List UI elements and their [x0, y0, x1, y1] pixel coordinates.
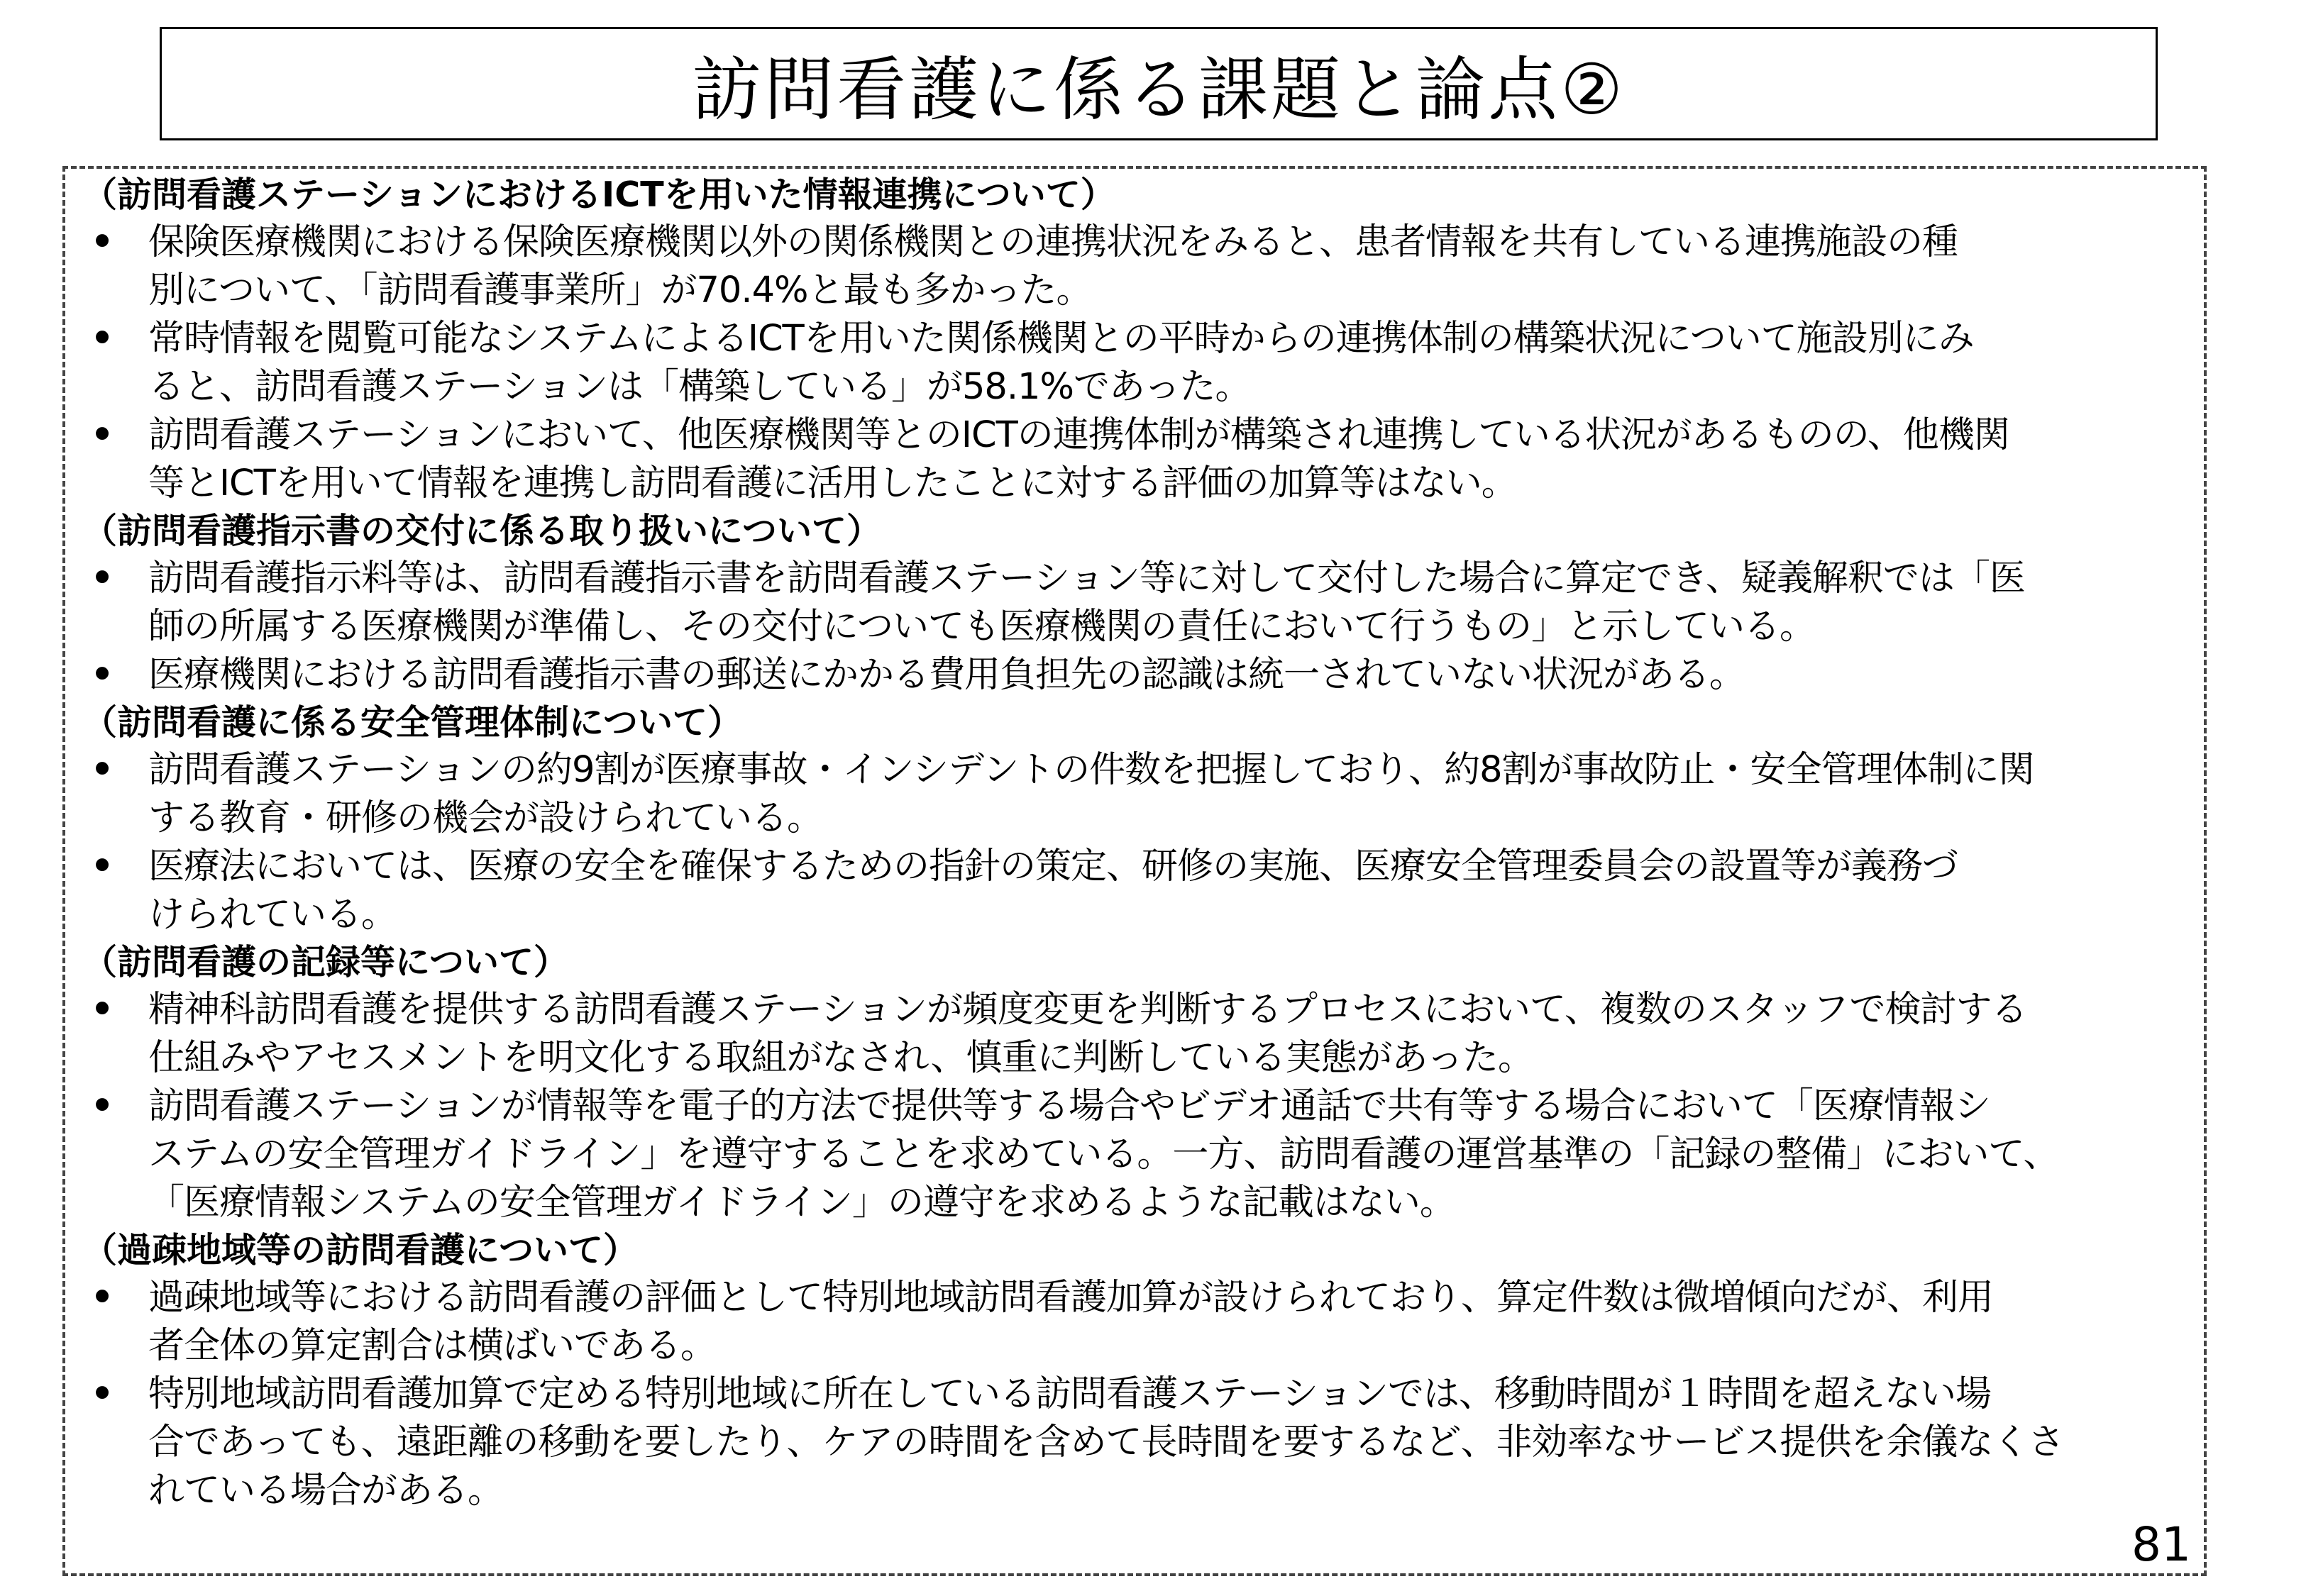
- bullet-text-line: 保険医療機関における保険医療機関以外の関係機関との連携状況をみると、患者情報を共有している連携施設の種: [148, 221, 1958, 263]
- bullet-text-line: れている場合がある。: [148, 1470, 504, 1512]
- bullet-dot-icon: •: [90, 846, 114, 887]
- title-box: [160, 27, 2158, 140]
- bullet-text-line: ステムの安全管理ガイドライン」を遵守することを求めている。一方、訪問看護の運営基準の「記録の整備」において、: [148, 1134, 2059, 1175]
- bullet-item: [88, 986, 2181, 1082]
- bullet-text-line: 等とICTを用いて情報を連携し訪問看護に活用したことに対する評価の加算等はない。: [148, 462, 1517, 504]
- bullet-dot-icon: •: [90, 221, 114, 263]
- section-heading: （訪問看護ステーションにおけるICTを用いた情報連携について）: [82, 174, 1115, 215]
- bullet-dot-icon: •: [90, 989, 114, 1031]
- bullet-text-line: 特別地域訪問看護加算で定める特別地域に所在している訪問看護ステーションでは、移動時間が１時間を超えない場: [148, 1373, 1991, 1415]
- section-heading: （訪問看護の記録等について）: [82, 942, 569, 982]
- bullet-text-line: 訪問看護ステーションが情報等を電子的方法で提供等する場合やビデオ通話で共有等する場合において「医療情報シ: [148, 1085, 1990, 1127]
- bullet-text-line: けられている。: [148, 894, 397, 936]
- bullet-text-line: 師の所属する医療機関が準備し、その交付についても医療機関の責任において行うもの」と示している。: [148, 606, 1815, 648]
- bullet-dot-icon: •: [90, 318, 114, 360]
- content-body: [82, 172, 2181, 1515]
- bullet-dot-icon: •: [90, 749, 114, 791]
- section: [82, 699, 2181, 939]
- bullet-text-line: 合であっても、遠距離の移動を要したり、ケアの時間を含めて長時間を要するなど、非効率なサービス提供を余儀なくさ: [148, 1422, 2064, 1463]
- section-heading: （訪問看護に係る安全管理体制について）: [82, 702, 743, 743]
- bullet-dot-icon: •: [90, 1085, 114, 1127]
- bullet-item: [88, 315, 2181, 411]
- bullet-text-line: 医療法においては、医療の安全を確保するための指針の策定、研修の実施、医療安全管理委員会の設置等が義務づ: [148, 846, 1958, 887]
- bullet-item: [88, 1370, 2181, 1515]
- bullet-text-line: 精神科訪問看護を提供する訪問看護ステーションが頻度変更を判断するプロセスにおいて、複数のスタッフで検討する: [148, 989, 2027, 1031]
- bullet-item: [88, 651, 2181, 699]
- bullet-text-line: 医療機関における訪問看護指示書の郵送にかかる費用負担先の認識は統一されていない状況がある。: [148, 654, 1745, 696]
- bullet-dot-icon: •: [90, 558, 114, 599]
- page-title: 訪問看護に係る課題と論点②: [692, 49, 1626, 131]
- section: [82, 1227, 2181, 1515]
- bullet-text-line: 仕組みやアセスメントを明文化する取組がなされ、慎重に判断している実態があった。: [148, 1037, 1534, 1079]
- bullet-item: [88, 843, 2181, 939]
- bullet-text-line: ると、訪問看護ステーションは「構築している」が58.1%であった。: [148, 366, 1251, 408]
- section: [82, 508, 2181, 699]
- bullet-dot-icon: •: [90, 1373, 114, 1415]
- bullet-text-line: 者全体の算定割合は横ばいである。: [148, 1325, 717, 1367]
- bullet-item: [88, 411, 2181, 508]
- bullet-item: [88, 555, 2181, 651]
- bullet-text-line: 「医療情報システムの安全管理ガイドライン」の遵守を求めるような記載はない。: [148, 1182, 1455, 1224]
- bullet-text-line: 過疎地域等における訪問看護の評価として特別地域訪問看護加算が設けられており、算定件数は微増傾向だが、利用: [148, 1277, 1994, 1319]
- bullet-item: [88, 746, 2181, 843]
- bullet-dot-icon: •: [90, 654, 114, 696]
- bullet-item: [88, 1082, 2181, 1227]
- bullet-text-line: 訪問看護ステーションにおいて、他医療機関等とのICTの連携体制が構築され連携している状況があるものの、他機関: [148, 414, 2009, 456]
- bullet-dot-icon: •: [90, 414, 114, 456]
- bullet-item: [88, 218, 2181, 315]
- bullet-text-line: 常時情報を閲覧可能なシステムによるICTを用いた関係機関との平時からの連携体制の構築状況について施設別にみ: [148, 318, 1974, 360]
- content-box: [62, 166, 2207, 1576]
- section-heading: （過疎地域等の訪問看護について）: [82, 1230, 639, 1270]
- section-heading: （訪問看護指示書の交付に係る取り扱いについて）: [82, 511, 882, 551]
- section: [82, 939, 2181, 1227]
- bullet-item: [88, 1274, 2181, 1370]
- page-number: 81: [2131, 1517, 2191, 1572]
- bullet-text-line: 訪問看護指示料等は、訪問看護指示書を訪問看護ステーション等に対して交付した場合に算定でき、疑義解釈では「医: [148, 558, 2025, 599]
- bullet-text-line: 別について、「訪問看護事業所」が70.4%と最も多かった。: [148, 270, 1092, 311]
- section: [82, 172, 2181, 508]
- bullet-dot-icon: •: [90, 1277, 114, 1319]
- bullet-text-line: 訪問看護ステーションの約9割が医療事故・インシデントの件数を把握しており、約8割が事故防止・安全管理体制に関: [148, 749, 2034, 791]
- bullet-text-line: する教育・研修の機会が設けられている。: [148, 797, 823, 839]
